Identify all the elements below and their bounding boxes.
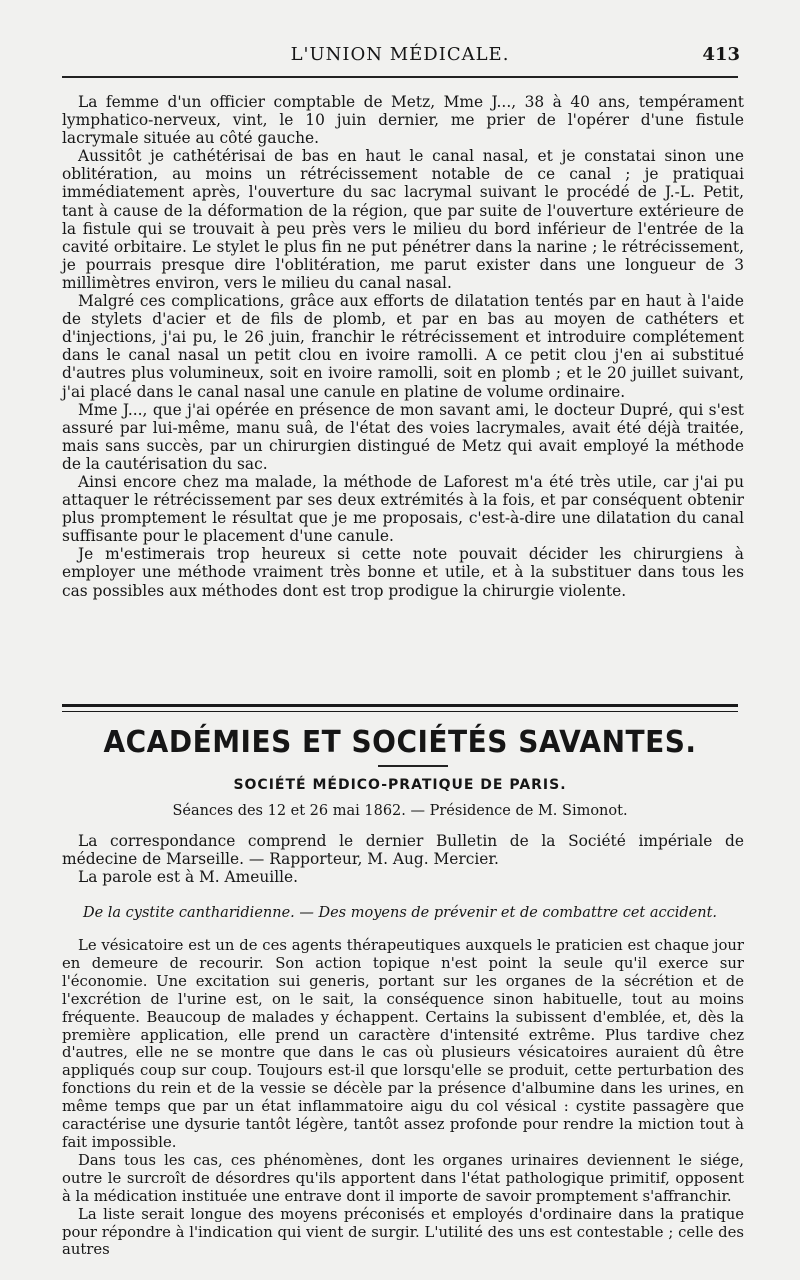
paragraph: Dans tous les cas, ces phénomènes, dont les organes urinaires deviennent le siége, outre le surcroît de désordres qu'ils apportent dans l'état pathologique primitif, opposent à la médication instituée une entrave dont il importe de savoir promptement s'affranchir. bbox=[62, 1151, 744, 1205]
case-report-text bbox=[62, 93, 744, 600]
paragraph: Ainsi encore chez ma malade, la méthode de Laforest m'a été très utile, car j'ai pu attaquer le rétrécissement par ses deux extrémités à la fois, et par conséquent obtenir plus promptement le résultat que je me proposais, c'est-à-dire une dilatation du canal suffisante pour le placement d'une canule. bbox=[62, 472, 744, 546]
society-heading: SOCIÉTÉ MÉDICO-PRATIQUE DE PARIS. bbox=[233, 777, 567, 793]
paragraph: La liste serait longue des moyens préconisés et employés d'ordinaire dans la pratique pour répondre à l'indication qui vient de surgir. L'utilité des uns est contestable ; celle des autres bbox=[62, 1205, 744, 1259]
talk-text bbox=[62, 937, 744, 1259]
session-line: Séances des 12 et 26 mai 1862. — Présidence de M. Simonot. bbox=[172, 803, 628, 819]
paragraph: Je m'estimerais trop heureux si cette note pouvait décider les chirurgiens à employer une méthode vraiment très bonne et utile, et à la substituer dans tous les cas possibles aux méthodes dont est trop prodigue la chirurgie violente. bbox=[62, 545, 744, 600]
paragraph: Le vésicatoire est un de ces agents thérapeutiques auxquels le praticien est chaque jour en demeure de recourir. Son action topique n'est point la seule qu'il exerce sur l'économie. Une excitation sui generis, portant sur les organes de la sécrétion et de l'excrétion de l'urine est, on le sait, la conséquence sinon habituelle, tout au moins fréquente. Beaucoup de malades y échappent. Certains la subissent d'emblée, et, dès la première application, elle prend un caractère d'intensité extrême. Plus tardive chez d'autres, elle ne se montre que dans le cas où plusieurs vésicatoires auraient dû être appliqués coup sur coup. Toujours est-il que lorsqu'elle se produit, cette perturbation des fonctions du rein et de la vessie se décèle par la présence d'albumine dans les urines, en même temps que par un état inflammatoire aigu du col vésical : cystite passagère que caractérise une dysurie tantôt légère, tantôt assez profonde pour rendre la miction tout à fait impossible. bbox=[62, 937, 744, 1151]
header-rule bbox=[62, 76, 738, 78]
running-header bbox=[60, 44, 740, 72]
proceedings-text bbox=[62, 832, 744, 886]
paragraph: La femme d'un officier comptable de Metz, Mme J..., 38 à 40 ans, tempérament lymphatico-nerveux, vint, le 10 juin dernier, me prier de l'opérer d'une fistule lacrymale située au côté gauche. bbox=[62, 93, 744, 148]
paragraph: La parole est à M. Ameuille. bbox=[78, 868, 299, 887]
paragraph: Mme J..., que j'ai opérée en présence de mon savant ami, le docteur Dupré, qui s'est assuré par lui-même, manu suâ, de l'état des voies lacrymales, avait été déjà traitée, mais sans succès, par un chirurgien distingué de Metz qui avait employé la méthode de la cautérisation du sac. bbox=[62, 400, 744, 473]
talk-subtitle: De la cystite cantharidienne. — Des moyens de prévenir et de combattre cet accident. bbox=[82, 905, 718, 921]
section-divider bbox=[62, 704, 738, 712]
paragraph: La correspondance comprend le dernier Bulletin de la Société impériale de médecine de Marseille. — Rapporteur, M. Aug. Mercier. bbox=[62, 832, 744, 869]
journal-title: L'UNION MÉDICALE. bbox=[290, 44, 510, 65]
section-title: ACADÉMIES ET SOCIÉTÉS SAVANTES. bbox=[103, 723, 697, 760]
title-rule bbox=[378, 765, 448, 767]
page-number: 413 bbox=[702, 44, 740, 65]
paragraph: Malgré ces complications, grâce aux efforts de dilatation tentés par en haut à l'aide de stylets d'acier et de fils de plomb, et par en bas au moyen de cathéters et d'injections, j'ai pu, le 26 juin, franchir le rétrécissement et introduire complétement dans le canal nasal un petit clou en ivoire ramolli. A ce petit clou j'en ai substitué d'autres plus volumineux, soit en ivoire ramolli, soit en plomb ; et le 20 juillet suivant, j'ai placé dans le canal nasal une canule en platine de volume ordinaire. bbox=[62, 292, 744, 401]
paragraph: Aussitôt je cathétérisai de bas en haut le canal nasal, et je constatai sinon une oblitération, au moins un rétrécissement notable de ce canal ; je pratiquai immédiatement après, l'ouverture du sac lacrymal suivant le procédé de J.-L. Petit, tant à cause de la déformation de la région, que par suite de l'ouverture extérieure de la fistule qui se trouvait à peu près vers le milieu du bord inférieur de l'entrée de la cavité orbitaire. Le stylet le plus fin ne put pénétrer dans la narine ; le rétrécissement, je pourrais presque dire l'oblitération, me parut exister dans une longueur de 3 millimètres environ, vers le milieu du canal nasal. bbox=[62, 147, 744, 292]
